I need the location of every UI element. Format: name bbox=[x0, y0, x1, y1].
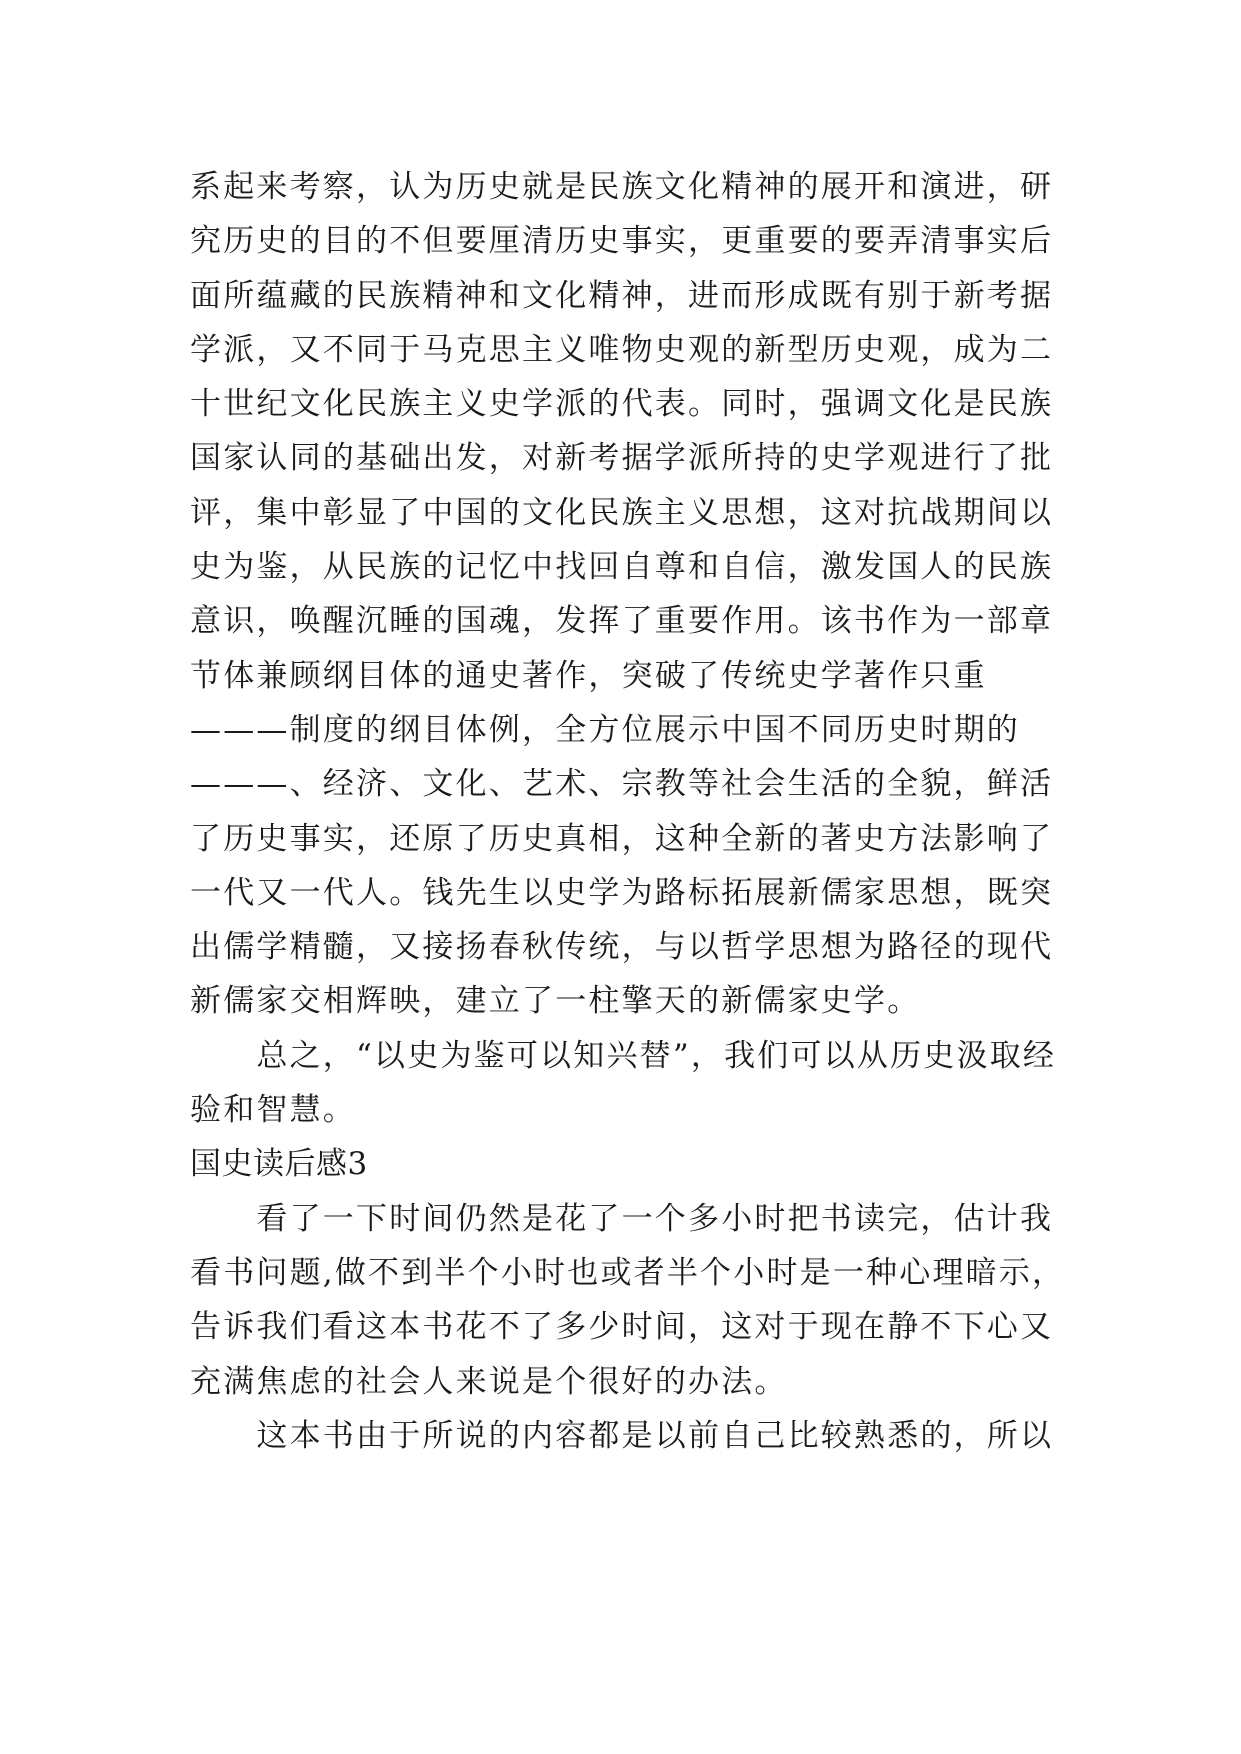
body-text bbox=[190, 160, 1066, 1463]
text-line: 究历史的目的不但要厘清历史事实，更重要的要弄清事实后 bbox=[190, 223, 1054, 260]
paragraph-line: 总之，“以史为鉴可以知兴替”，我们可以从历史汲取经 bbox=[190, 1037, 1057, 1074]
text-line: 意识，唤醒沉睡的国魂，发挥了重要作用。该书作为一部章 bbox=[190, 603, 1054, 640]
text-line: 面所蕴藏的民族精神和文化精神，进而形成既有别于新考据 bbox=[190, 277, 1054, 314]
paragraph-line: 看了一下时间仍然是花了一个多小时把书读完，估计我 bbox=[190, 1200, 1054, 1237]
section-heading: 国史读后感3 bbox=[190, 1146, 368, 1183]
text-line: 一代又一代人。钱先生以史学为路标拓展新儒家思想，既突 bbox=[190, 874, 1054, 911]
text-line: 看书问题,做不到半个小时也或者半个小时是一种心理暗示， bbox=[190, 1254, 1066, 1291]
text-line: 验和智慧。 bbox=[190, 1092, 356, 1129]
text-line: 学派，又不同于马克思主义唯物史观的新型历史观，成为二 bbox=[190, 331, 1054, 368]
text-line: 了历史事实，还原了历史真相，这种全新的著史方法影响了 bbox=[190, 820, 1054, 857]
text-line: 新儒家交相辉映，建立了一柱擎天的新儒家史学。 bbox=[190, 983, 921, 1020]
text-line: ———、经济、文化、艺术、宗教等社会生活的全貌，鲜活 bbox=[190, 766, 1054, 803]
text-line: 十世纪文化民族主义史学派的代表。同时，强调文化是民族 bbox=[190, 386, 1054, 423]
text-line: 史为鉴，从民族的记忆中找回自尊和自信，激发国人的民族 bbox=[190, 549, 1054, 586]
text-line: 评，集中彰显了中国的文化民族主义思想，这对抗战期间以 bbox=[190, 494, 1054, 531]
text-line: 国家认同的基础出发，对新考据学派所持的史学观进行了批 bbox=[190, 440, 1054, 477]
text-line: 节体兼顾纲目体的通史著作，突破了传统史学著作只重 bbox=[190, 657, 987, 694]
text-line: 充满焦虑的社会人来说是个很好的办法。 bbox=[190, 1363, 788, 1400]
text-line: 系起来考察，认为历史就是民族文化精神的展开和演进，研 bbox=[190, 169, 1054, 205]
paragraph-line: 这本书由于所说的内容都是以前自己比较熟悉的，所以 bbox=[190, 1417, 1054, 1454]
text-line: 告诉我们看这本书花不了多少时间，这对于现在静不下心又 bbox=[190, 1309, 1054, 1346]
text-line: 出儒学精髓，又接扬春秋传统，与以哲学思想为路径的现代 bbox=[190, 929, 1054, 966]
text-line: ———制度的纲目体例，全方位展示中国不同历史时期的 bbox=[190, 711, 1020, 748]
